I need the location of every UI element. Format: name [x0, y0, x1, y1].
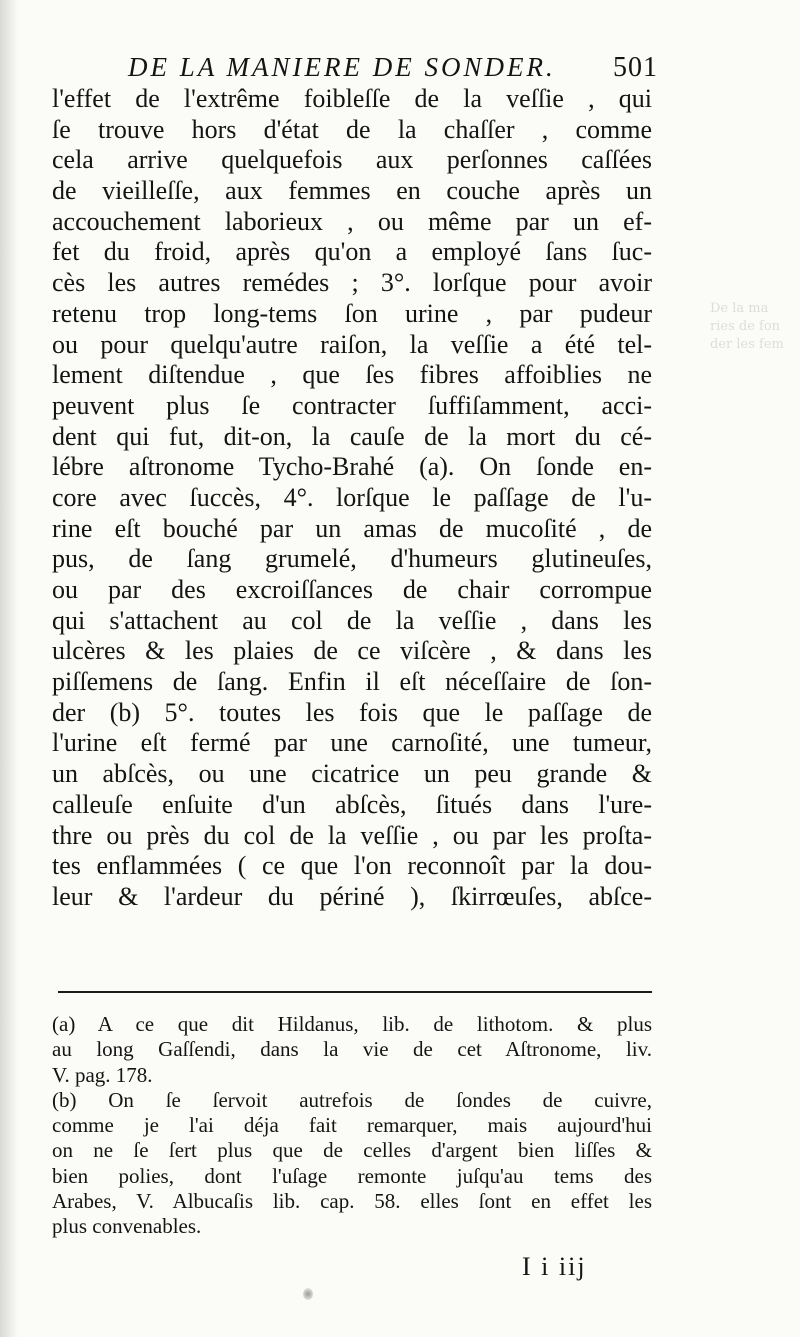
text-line: tes enflammées ( ce que l'on reconnoît par la dou- — [52, 851, 652, 881]
footnote-line: comme je l'ai déja fait remarquer, mais aujourd'hui — [52, 1113, 652, 1138]
bleed-through-text — [710, 300, 800, 1000]
text-line: peuvent plus ſe contracter ſuffiſamment, acci- — [52, 390, 652, 420]
body-text — [52, 84, 652, 913]
text-line: retenu trop long-tems ſon urine , par pudeur — [52, 298, 652, 328]
text-line: leur & l'ardeur du périné ), ſkirrœuſes, abſce- — [52, 881, 652, 911]
text-line: calleuſe enſuite d'un abſcès, ſitués dans l'ure- — [52, 789, 652, 819]
text-line: cela arrive quelquefois aux perſonnes caſſées — [52, 145, 652, 175]
text-line: thre ou près du col de la veſſie , ou par les proſta- — [52, 820, 652, 850]
footnote-line: V. pag. 178. — [52, 1062, 153, 1087]
bleed-line: De la ma — [710, 301, 769, 316]
footnote-line: on ne ſe ſert plus que de celles d'argent bien liſſes & — [52, 1138, 652, 1163]
running-title: DE LA MANIERE DE SONDER. — [128, 52, 556, 82]
text-line: der (b) 5°. toutes les fois que le paſſage de — [52, 697, 652, 727]
footnote-line: (a) A ce que dit Hildanus, lib. de lithotom. & plus — [52, 1012, 652, 1036]
page-number: 501 — [613, 52, 658, 83]
text-line: l'urine eſt fermé par une carnoſité, une tumeur, — [52, 728, 652, 758]
footnote-line: au long Gaſſendi, dans la vie de cet Aſtronome, liv. — [52, 1037, 652, 1062]
text-line: ou pour quelqu'autre raiſon, la veſſie a été tel- — [52, 329, 652, 359]
footnote-line: Arabes, V. Albucaſis lib. cap. 58. elles ſont en effet les — [52, 1189, 652, 1214]
text-line: lébre aſtronome Tycho-Brahé (a). On ſonde en- — [52, 452, 652, 482]
footnotes — [52, 1012, 652, 1240]
text-line: cès les autres remédes ; 3°. lorſque pour avoir — [52, 268, 652, 298]
text-line: lement diſtendue , que ſes fibres affoiblies ne — [52, 360, 652, 390]
text-line: rine eſt bouché par un amas de mucoſité , de — [52, 513, 652, 543]
text-line: core avec ſuccès, 4°. lorſque le paſſage de l'u- — [52, 482, 652, 512]
footnote-line: (b) On ſe ſervoit autrefois de ſondes de cuivre, — [52, 1087, 652, 1112]
text-line: fet du froid, après qu'on a employé ſans ſuc- — [52, 237, 652, 267]
bleed-line: ries de fon — [710, 319, 781, 334]
text-line: de vieilleſſe, aux femmes en couche après un — [52, 176, 652, 206]
signature-mark: I i iij — [522, 1252, 587, 1281]
text-line: un abſcès, ou une cicatrice un peu grande & — [52, 759, 652, 789]
ink-smudge — [303, 1288, 313, 1300]
footnote-line: bien polies, dont l'uſage remonte juſqu'au tems des — [52, 1163, 652, 1188]
text-line: piſſemens de ſang. Enfin il eſt néceſſaire de ſon- — [52, 667, 652, 697]
text-line: ou par des excroiſſances de chair corrompue — [52, 575, 652, 604]
footnote-line: plus convenables. — [52, 1214, 202, 1239]
page-gutter-shadow — [0, 0, 18, 1337]
text-line: accouchement laborieux , ou même par un ef- — [52, 206, 652, 236]
text-line: dent qui fut, dit-on, la cauſe de la mort du cé- — [52, 421, 652, 451]
bleed-line: der les fem — [710, 337, 784, 352]
text-line: ſe trouve hors d'état de la chaſſer , comme — [52, 114, 652, 144]
text-line: qui s'attachent au col de la veſſie , dans les — [52, 605, 652, 635]
text-line: ulcères & les plaies de ce viſcère , & dans les — [52, 636, 652, 666]
text-line: l'effet de l'extrême foibleſſe de la veſſie , qui — [52, 84, 652, 113]
footnote-rule — [58, 991, 652, 993]
text-line: pus, de ſang grumelé, d'humeurs glutineuſes, — [52, 544, 652, 574]
